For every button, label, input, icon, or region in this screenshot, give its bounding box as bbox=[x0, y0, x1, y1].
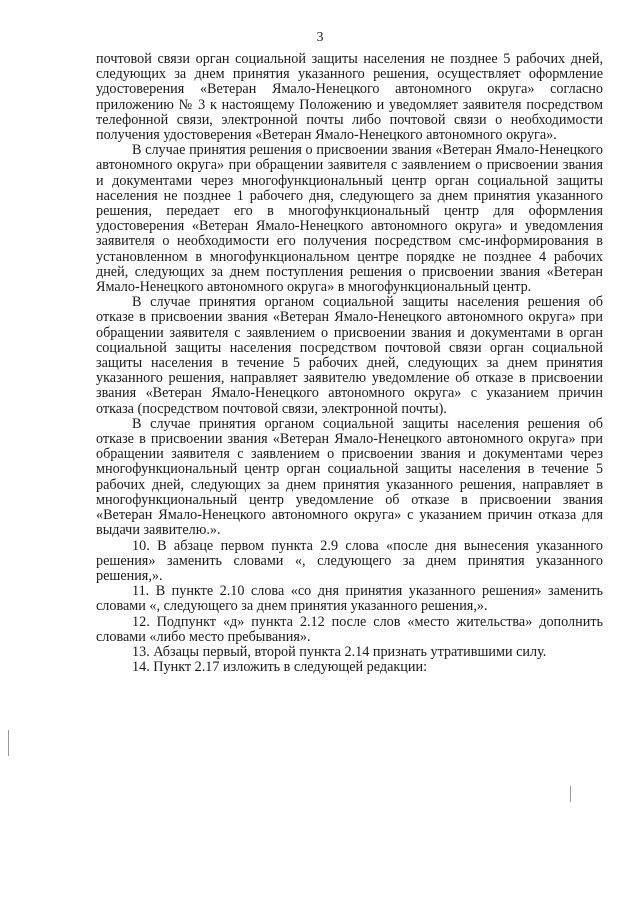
amendment-item-14: 14. Пункт 2.17 изложить в следующей редакции: bbox=[132, 659, 428, 676]
document-body bbox=[96, 52, 603, 675]
paragraph-continuation: почтовой связи орган социальной защиты населения не позднее 5 рабочих дней, следующих за днем принятия указанного решения, осуществляет оформление удостоверения «Ветеран Ямало-Ненецкого автономного округа» согласно приложению № 3 к настоящему Положению и уведомляет заявителя посредством телефонной связи, электронной почты либо почтовой связи о необходимости получения удостоверения «Ветеран Ямало-Ненецкого автономного округа». bbox=[96, 51, 603, 144]
paragraph-postal-refusal: В случае принятия органом социальной защиты населения решения об отказе в присвоении звания «Ветеран Ямало-Ненецкого автономного округа» при обращении заявителя с заявлением о присвоении звания и документами в орган социальной защиты населения посредством почтовой связи орган социальной защиты населения в течение 5 рабочих дней, следующих за днем принятия указанного решения, направляет заявителю уведомление об отказе в присвоении звания «Ветеран Ямало-Ненецкого автономного округа» с указанием причин отказа (посредством почтовой связи, электронной почты). bbox=[96, 294, 603, 417]
scan-edge-mark-left bbox=[8, 730, 9, 756]
amendment-item-10: 10. В абзаце первом пункта 2.9 слова «после дня вынесения указанного решения» заменить словами «, следующего за днем принятия указанного решения,». bbox=[96, 537, 603, 584]
scan-edge-mark-right bbox=[570, 786, 571, 802]
amendment-item-12: 12. Подпункт «д» пункта 2.12 после слов «место жительства» дополнить словами «либо место пребывания». bbox=[96, 613, 603, 645]
page-number: 3 bbox=[316, 30, 324, 45]
amendment-item-13: 13. Абзацы первый, второй пункта 2.14 признать утратившими силу. bbox=[132, 643, 547, 660]
paragraph-mfc-award: В случае принятия решения о присвоении звания «Ветеран Ямало-Ненецкого автономного округа» при обращении заявителя с заявлением о присвоении звания и документами через многофункциональный центр орган социальной защиты населения не позднее 1 рабочего дня, следующего за днем принятия указанного решения, передает его в многофункциональный центр для оформления удостоверения «Ветеран Ямало-Ненецкого автономного округа» и уведомления заявителя о необходимости его получения посредством смс-информирования в установленном в многофункциональном центре порядке не позднее 4 рабочих дней, следующих за днем поступления решения о присвоении звания «Ветеран Ямало-Ненецкого автономного округа» в многофункциональный центр. bbox=[96, 142, 603, 296]
paragraph-mfc-refusal: В случае принятия органом социальной защиты населения решения об отказе в присвоении звания «Ветеран Ямало-Ненецкого автономного округа» при обращении заявителя с заявлением о присвоении звания и документами через многофункциональный центр орган социальной защиты населения в течение 5 рабочих дней, следующих за днем принятия указанного решения, направляет в многофункциональный центр уведомление об отказе в присвоении звания «Ветеран Ямало-Ненецкого автономного округа» с указанием причин отказа для выдачи заявителю.». bbox=[96, 415, 603, 539]
amendment-item-11: 11. В пункте 2.10 слова «со дня принятия указанного решения» заменить словами «, следующего за днем принятия указанного решения,». bbox=[96, 583, 603, 615]
